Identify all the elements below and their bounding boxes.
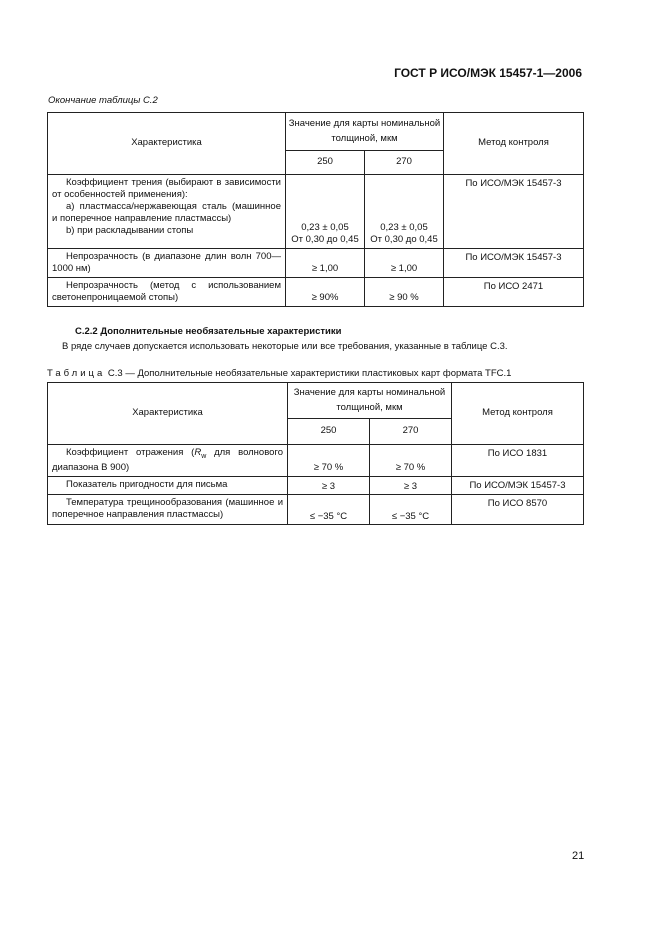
- table-row: [48, 495, 584, 525]
- value-250: ≥ 90%: [286, 277, 365, 306]
- row-method: По ИСО 2471: [444, 277, 584, 306]
- row-characteristic: [48, 175, 286, 249]
- row-method: По ИСО/МЭК 15457-3: [444, 249, 584, 278]
- value-250: ≥ 3: [288, 476, 370, 495]
- value-line: От 0,30 до 0,45: [370, 234, 438, 246]
- col-header-270: 270: [365, 151, 444, 175]
- char-subscript: w: [201, 452, 207, 460]
- section-title: С.2.2 Дополнительные необязательные характеристики: [75, 326, 342, 337]
- table-row: [48, 277, 584, 306]
- table-c2-continuation: [47, 112, 584, 307]
- table-c3: [47, 382, 584, 525]
- value-line: 0,23 ± 0,05: [301, 222, 349, 234]
- row-characteristic: Непрозрачность (метод с использованием светонепроницаемой стопы): [48, 277, 286, 306]
- value-line: 0,23 ± 0,05: [380, 222, 428, 234]
- value-250: [286, 175, 365, 249]
- col-header-250: 250: [286, 151, 365, 175]
- row-characteristic: [48, 445, 288, 477]
- col-header-method: Метод контроля: [452, 383, 584, 445]
- document-header: ГОСТ Р ИСО/МЭК 15457-1—2006: [394, 66, 582, 80]
- value-270: ≥ 90 %: [365, 277, 444, 306]
- section-text: В ряде случаев допускается использовать некоторые или все требования, указанные в таблице С.3.: [62, 341, 508, 352]
- table-row: [48, 476, 584, 495]
- row-characteristic: Непрозрачность (в диапазоне длин волн 700—1000 нм): [48, 249, 286, 278]
- table2-caption: [47, 368, 511, 379]
- caption-text: С.3 — Дополнительные необязательные характеристики пластиковых карт формата TFC.1: [107, 368, 512, 379]
- col-header-250: 250: [288, 419, 370, 445]
- row-method: По ИСО/МЭК 15457-3: [452, 476, 584, 495]
- value-250: ≥ 70 %: [288, 445, 370, 477]
- char-line: а) пластмасса/нержавеющая сталь (машинное и поперечное направление пластмассы): [52, 200, 281, 224]
- char-text: Коэффициент отражения (: [66, 447, 195, 458]
- value-270: ≤ −35 °С: [370, 495, 452, 525]
- table1-caption: Окончание таблицы С.2: [48, 95, 158, 106]
- row-method: По ИСО/МЭК 15457-3: [444, 175, 584, 249]
- col-header-characteristic: Характеристика: [48, 383, 288, 445]
- col-header-method: Метод контроля: [444, 113, 584, 175]
- row-method: По ИСО 1831: [452, 445, 584, 477]
- table-row: [48, 175, 584, 249]
- value-270: ≥ 1,00: [365, 249, 444, 278]
- value-250: ≤ −35 °С: [288, 495, 370, 525]
- value-250: ≥ 1,00: [286, 249, 365, 278]
- page-number: 21: [572, 850, 585, 862]
- char-line: b) при раскладывании стопы: [66, 224, 194, 236]
- char-text: для волнового диапазона В 900): [52, 447, 283, 473]
- col-header-characteristic: Характеристика: [48, 113, 286, 175]
- char-symbol: R: [194, 447, 202, 458]
- col-header-value: Значение для карты номинальной толщиной, мкм: [288, 383, 452, 419]
- row-characteristic: Температура трещинообразования (машинное и поперечное направления пластмассы): [48, 495, 288, 525]
- value-line: От 0,30 до 0,45: [291, 234, 359, 246]
- col-header-270: 270: [370, 419, 452, 445]
- value-270: [365, 175, 444, 249]
- value-270: ≥ 70 %: [370, 445, 452, 477]
- value-270: ≥ 3: [370, 476, 452, 495]
- char-line: Коэффициент трения (выбирают в зависимости от особенностей применения):: [52, 177, 281, 200]
- row-method: По ИСО 8570: [452, 495, 584, 525]
- table-row: [48, 249, 584, 278]
- col-header-value: Значение для карты номинальной толщиной, мкм: [286, 113, 444, 151]
- row-characteristic: Показатель пригодности для письма: [48, 476, 288, 495]
- table-row: [48, 445, 584, 477]
- caption-prefix: Таблица: [47, 368, 106, 379]
